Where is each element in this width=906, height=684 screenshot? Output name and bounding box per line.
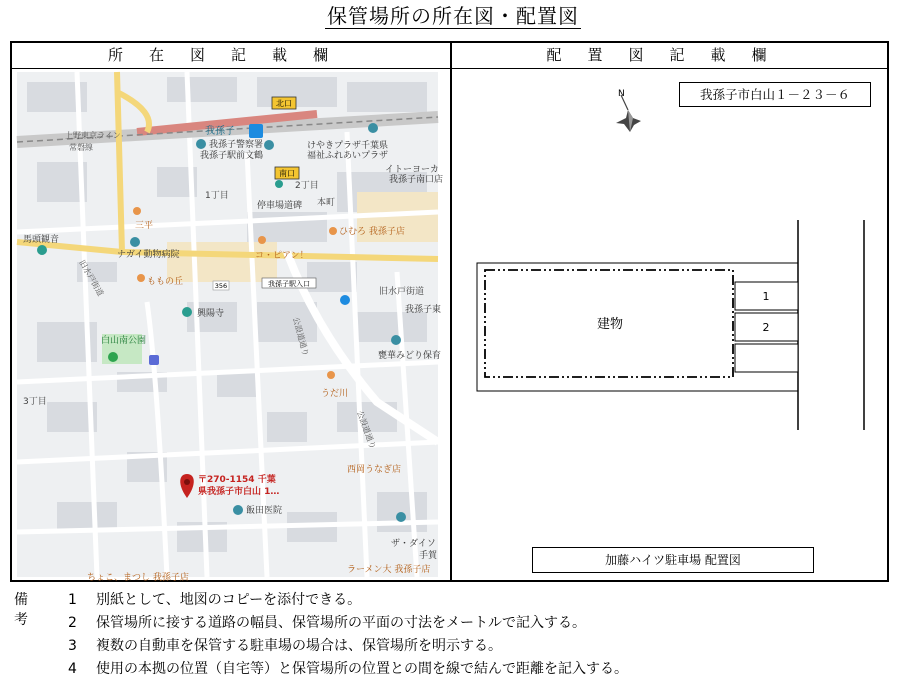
restaurant-label: うだ川 [321,389,349,399]
district-label: 2丁目 [295,181,319,191]
note-text: 別紙として、地図のコピーを添付できる。 [96,592,362,608]
police-icon [196,139,206,149]
restaurant-label: ひむろ 我孫子店 [339,227,405,237]
pin-address-label-2: 県我孫子市白山 1… [198,487,280,497]
remarks-label: 備考 [14,592,28,628]
temple-icon [182,307,192,317]
police-label: 我孫子警察署 [209,140,264,150]
address-box: 我孫子市白山１－２３－６ [679,82,871,107]
restaurant-icon [133,207,141,215]
commercial-area [167,242,277,282]
road-label: 公設道通り [291,316,311,358]
route-label: 356 [214,282,228,290]
restaurant-icon [137,274,145,282]
area-label: 我孫子東 [405,305,442,315]
clinic-label: 飯田医院 [246,506,283,516]
note-text: 保管場所に接する道路の幅員、保管場所の平面の寸法をメートルで記入する。 [96,615,586,631]
nursery-icon [391,335,401,345]
note-number: 2 [68,615,77,631]
parking-icon [149,355,159,365]
temple-label: 興陽寺 [197,309,225,319]
station-label: 我孫子 [205,126,235,137]
note-number: 3 [68,638,77,654]
shop-label: ザ・ダイソ [391,539,436,549]
restaurant-icon [327,371,335,379]
parking-slot [735,344,798,372]
note-text: 複数の自動車を保管する駐車場の場合は、保管場所を明示する。 [96,638,502,654]
bus-icon [340,295,350,305]
parking-layout-diagram [440,70,889,540]
nursery-label: 甕華みどり保育 [378,351,442,361]
clinic-icon [233,505,243,515]
plaza-icon [368,123,378,133]
note-number: 1 [68,592,77,608]
plaza-label: けやきプラザ千葉県 [307,141,389,151]
station-icon [249,124,263,138]
monument-icon [275,180,283,188]
north-exit-label: 北口 [276,99,292,108]
rail-line-label-2: 常磐線 [69,143,93,152]
restaurant-label: ちょこ、まつし 我孫子店 [87,573,189,583]
note-number: 4 [68,661,77,677]
north-label: N [618,89,625,99]
park-icon [108,352,118,362]
layout-caption: 加藤ハイツ駐車場 配置図 [532,547,814,573]
slot-number: 2 [762,321,770,334]
district-label: 3丁目 [23,397,47,407]
restaurant-label: ラーメン大 我孫子店 [347,565,431,575]
bookstore-label: 我孫子駅前文鶴 [200,151,264,161]
monument-label: 停車場道碑 [257,201,303,211]
location-map[interactable] [17,72,444,583]
cafe-label: コ・ピアン！ [255,251,309,261]
building-label: 建物 [596,317,624,332]
yokado-label-2: 我孫子南口店 [389,175,444,185]
yokado-label: イトーヨーカ [385,165,439,175]
intersection-label: 我孫子駅入口 [268,280,310,288]
park-label: 白山南公園 [101,336,147,346]
restaurant-label: 三平 [135,221,154,231]
pin-address-label: 〒270-1154 千葉 [198,475,276,485]
restaurant-icon [329,227,337,235]
cafe-icon [258,236,266,244]
shop-label-2: 手賀 [419,551,438,561]
page-title: 保管場所の所在図・配置図 [327,4,579,28]
road-label: 公設道通り [355,409,378,451]
layout-map-header: 配置図記載欄 [452,43,887,69]
location-map-header: 所在図記載欄 [12,43,450,69]
restaurant-label: ももの丘 [147,277,184,287]
road-label: 旧水戸街道 [77,258,106,298]
note-text: 使用の本拠の位置（自宅等）と保管場所の位置との間を線で結んで距離を記入する。 [96,661,628,677]
shrine-icon [37,245,47,255]
shrine-label: 馬頭観音 [23,235,60,245]
shop-icon [396,512,406,522]
vet-label: ナガイ動物病院 [117,250,180,260]
location-pin-icon[interactable] [180,474,194,498]
vet-icon [130,237,140,247]
slot-number: 1 [762,290,770,303]
bookstore-icon [264,140,274,150]
south-exit-label: 南口 [279,169,295,178]
district-label: 本町 [317,198,336,208]
road-label: 旧水戸街道 [379,287,425,297]
restaurant-label: 西岡うなぎ店 [347,465,402,475]
north-arrow-icon [616,89,641,132]
rail-line-label: 上野東京ライン [65,131,121,140]
plaza-label-2: 福祉ふれあいプラザ [307,151,389,161]
district-label: 1丁目 [205,191,229,201]
